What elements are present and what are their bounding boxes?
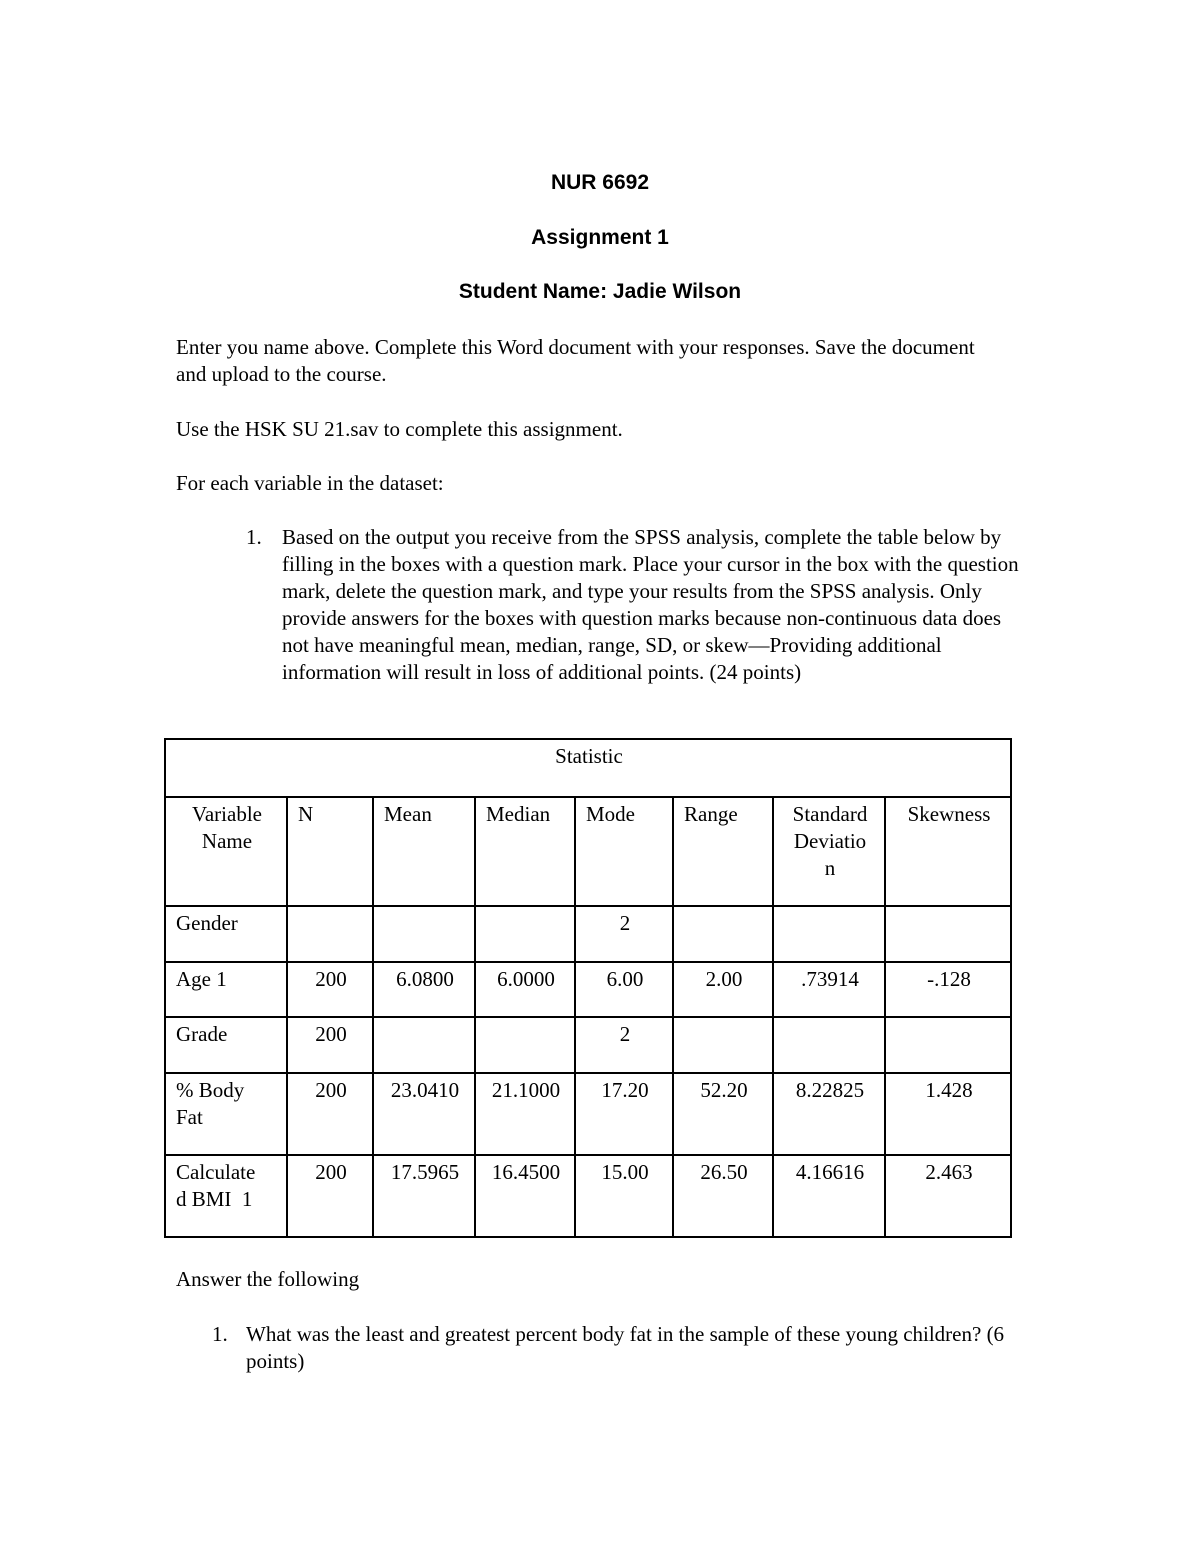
cell-sd[interactable]: 4.16616 — [773, 1155, 885, 1237]
instruction-text: Based on the output you receive from the SPSS analysis, complete the table below by filling in the boxes with a question mark. Place your cursor in the box with the question mark, delete the question mark, and type your results from the SPSS analysis. Only provide answers for the boxes with question marks because non-continuous data does not have meaningful mean, median, range, SD, or skew—Providing additional information will result in loss of additional points. (24 points) — [282, 525, 1019, 684]
cell-skewness[interactable]: 1.428 — [885, 1073, 1011, 1155]
variable-instruction: For each variable in the dataset: — [176, 471, 444, 495]
cell-range[interactable]: 2.00 — [673, 962, 773, 1017]
cell-sd[interactable]: 8.22825 — [773, 1073, 885, 1155]
cell-mode[interactable]: 2 — [575, 1017, 673, 1073]
student-name: Student Name: Jadie Wilson — [458, 280, 742, 303]
cell-mean[interactable]: 17.5965 — [373, 1155, 475, 1237]
table-header-row — [165, 797, 1011, 906]
header-n: N — [287, 797, 373, 906]
cell-range[interactable] — [673, 906, 773, 962]
cell-range[interactable]: 26.50 — [673, 1155, 773, 1237]
table-caption-row — [165, 739, 1011, 797]
cell-skewness[interactable] — [885, 906, 1011, 962]
cell-variable[interactable]: Gender — [165, 906, 287, 962]
intro-paragraph: Enter you name above. Complete this Word document with your responses. Save the document and upload to the course. — [176, 335, 975, 386]
header-median: Median — [475, 797, 575, 906]
cell-median[interactable] — [475, 906, 575, 962]
cell-n[interactable]: 200 — [287, 962, 373, 1017]
cell-sd[interactable]: .73914 — [773, 962, 885, 1017]
cell-n[interactable]: 200 — [287, 1073, 373, 1155]
course-title: NUR 6692 — [550, 171, 650, 194]
table-row — [165, 962, 1011, 1017]
cell-median[interactable]: 16.4500 — [475, 1155, 575, 1237]
cell-skewness[interactable]: 2.463 — [885, 1155, 1011, 1237]
cell-mean[interactable] — [373, 906, 475, 962]
cell-mode[interactable]: 15.00 — [575, 1155, 673, 1237]
cell-n[interactable]: 200 — [287, 1155, 373, 1237]
cell-range[interactable] — [673, 1017, 773, 1073]
cell-sd[interactable] — [773, 1017, 885, 1073]
question-text: What was the least and greatest percent body fat in the sample of these young children? (6 points) — [246, 1322, 1005, 1373]
cell-mode[interactable]: 6.00 — [575, 962, 673, 1017]
cell-range[interactable]: 52.20 — [673, 1073, 773, 1155]
cell-mode[interactable]: 2 — [575, 906, 673, 962]
table-row — [165, 906, 1011, 962]
cell-mean[interactable]: 6.0800 — [373, 962, 475, 1017]
instruction-number: 1. — [246, 525, 262, 549]
header-range: Range — [673, 797, 773, 906]
cell-skewness[interactable] — [885, 1017, 1011, 1073]
header-standard-deviation: Standard Deviatio n — [773, 797, 885, 906]
cell-mean[interactable] — [373, 1017, 475, 1073]
header-skewness: Skewness — [885, 797, 1011, 906]
statistics-table — [164, 738, 1012, 1238]
question-number: 1. — [212, 1322, 228, 1346]
assignment-title: Assignment 1 — [531, 226, 669, 249]
cell-variable[interactable]: Age 1 — [165, 962, 287, 1017]
header-mean: Mean — [373, 797, 475, 906]
header-variable-name: Variable Name — [165, 797, 287, 906]
table-caption: Statistic — [165, 739, 1011, 797]
table-row — [165, 1155, 1011, 1237]
cell-median[interactable]: 6.0000 — [475, 962, 575, 1017]
cell-n[interactable] — [287, 906, 373, 962]
cell-mean[interactable]: 23.0410 — [373, 1073, 475, 1155]
cell-skewness[interactable]: -.128 — [885, 962, 1011, 1017]
header-mode: Mode — [575, 797, 673, 906]
cell-variable[interactable]: Calculate d BMI 1 — [165, 1155, 287, 1237]
cell-mode[interactable]: 17.20 — [575, 1073, 673, 1155]
cell-median[interactable] — [475, 1017, 575, 1073]
dataset-instruction: Use the HSK SU 21.sav to complete this assignment. — [176, 417, 623, 441]
cell-variable[interactable]: Grade — [165, 1017, 287, 1073]
cell-median[interactable]: 21.1000 — [475, 1073, 575, 1155]
table-row — [165, 1073, 1011, 1155]
cell-sd[interactable] — [773, 906, 885, 962]
cell-n[interactable]: 200 — [287, 1017, 373, 1073]
cell-variable[interactable]: % Body Fat — [165, 1073, 287, 1155]
answer-heading: Answer the following — [176, 1267, 360, 1291]
table-row — [165, 1017, 1011, 1073]
